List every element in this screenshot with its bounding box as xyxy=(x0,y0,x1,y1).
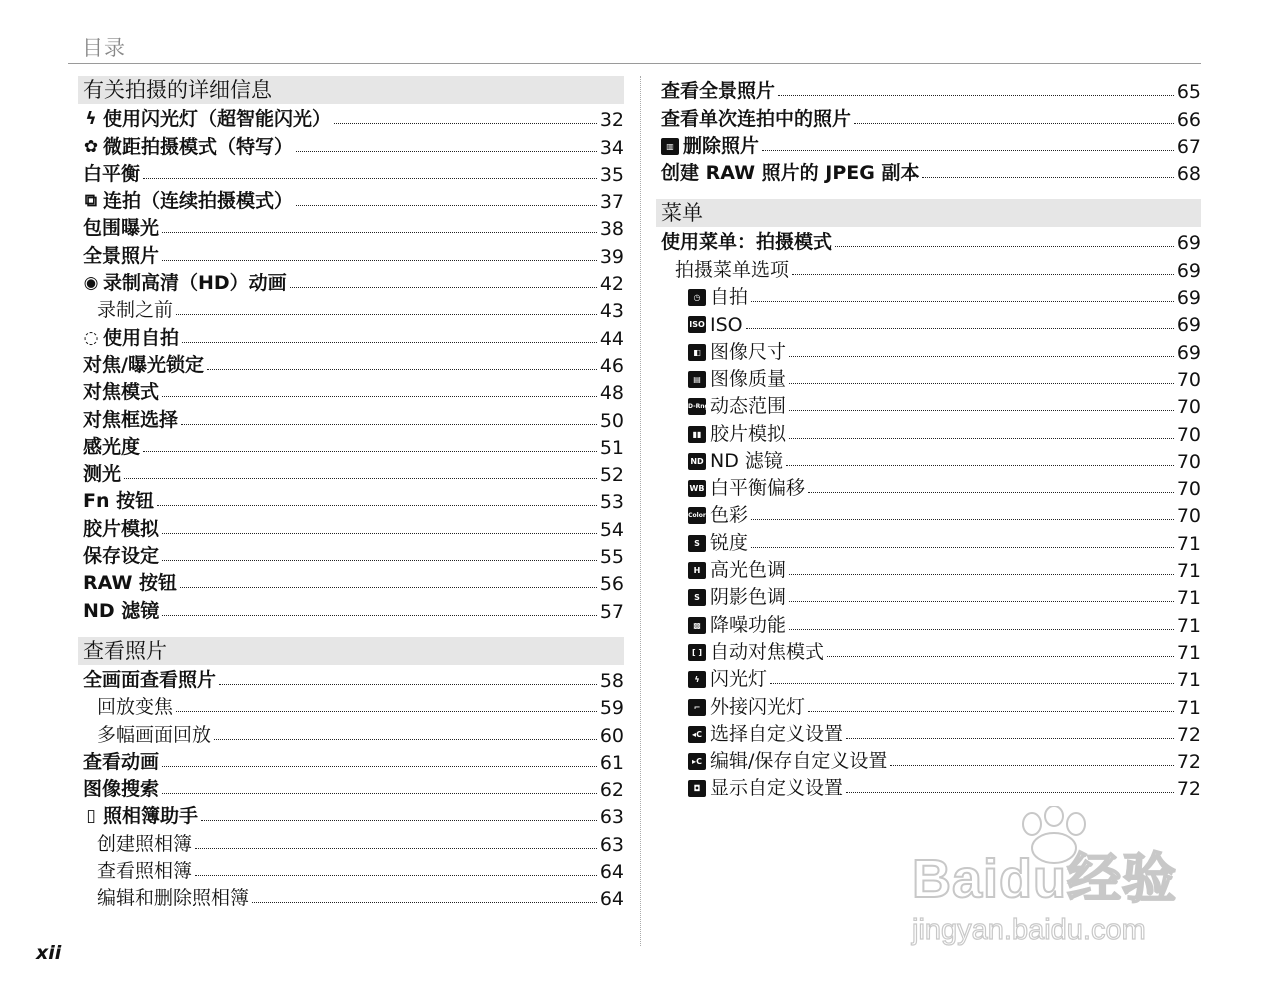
toc-entry-page: 72 xyxy=(1176,723,1201,746)
wb-shift-icon: WB xyxy=(688,480,706,497)
toc-entry[interactable] xyxy=(78,801,624,828)
toc-right-column xyxy=(656,76,1201,814)
dot-leader xyxy=(789,438,1174,439)
toc-entry[interactable] xyxy=(78,322,624,349)
dynamic-range-icon: D-Rng xyxy=(688,398,706,415)
toc-entry[interactable] xyxy=(656,254,1201,281)
dot-leader xyxy=(124,478,597,479)
toc-entry[interactable] xyxy=(78,692,624,719)
toc-entry[interactable] xyxy=(656,364,1201,391)
toc-entry-page: 71 xyxy=(1176,696,1201,719)
toc-entry-label: RAW 按钮 xyxy=(83,572,178,595)
dot-leader xyxy=(792,274,1174,275)
toc-entry[interactable] xyxy=(656,555,1201,582)
dot-leader xyxy=(201,820,597,821)
dot-leader xyxy=(789,629,1174,630)
toc-entry-page: 70 xyxy=(1176,396,1201,419)
dot-leader xyxy=(778,95,1174,96)
toc-entry[interactable] xyxy=(78,595,624,622)
toc-entry-label: 拍摄菜单选项 xyxy=(675,258,790,281)
toc-entry-label: 保存设定 xyxy=(83,545,160,568)
dot-leader xyxy=(789,383,1174,384)
toc-section xyxy=(656,76,1201,185)
album-icon: ▯ xyxy=(86,806,96,827)
dot-leader xyxy=(922,177,1173,178)
toc-entry-label: 创建 RAW 照片的 JPEG 副本 xyxy=(661,162,920,185)
toc-entry-page: 59 xyxy=(599,697,624,720)
toc-entry[interactable] xyxy=(656,691,1201,718)
toc-entry[interactable] xyxy=(78,432,624,459)
toc-entry[interactable] xyxy=(78,459,624,486)
toc-entry-page: 64 xyxy=(599,888,624,911)
dot-leader xyxy=(143,451,597,452)
toc-left-column xyxy=(78,76,624,924)
toc-entry[interactable] xyxy=(78,513,624,540)
dot-leader xyxy=(846,792,1174,793)
toc-entry[interactable] xyxy=(78,541,624,568)
toc-entry[interactable] xyxy=(656,637,1201,664)
toc-entry-page: 67 xyxy=(1176,135,1201,158)
toc-entry-page: 65 xyxy=(1176,81,1201,104)
toc-entry[interactable] xyxy=(78,665,624,692)
sharpness-icon: S xyxy=(688,535,706,552)
section-heading: 查看照片 xyxy=(78,637,624,665)
toc-entry-label: 胶片模拟 xyxy=(710,422,787,445)
toc-entry-page: 71 xyxy=(1176,587,1201,610)
dot-leader xyxy=(334,123,597,124)
dot-leader xyxy=(751,547,1174,548)
toc-entry[interactable] xyxy=(656,76,1201,103)
toc-entry-page: 71 xyxy=(1176,560,1201,583)
toc-entry[interactable] xyxy=(656,664,1201,691)
toc-entry-label: 选择自定义设置 xyxy=(710,722,844,745)
toc-entry[interactable] xyxy=(656,103,1201,130)
toc-entry-label: 查看动画 xyxy=(83,750,160,773)
edit-custom-icon: ▸C xyxy=(688,753,706,770)
delete-icon: ▥ xyxy=(661,138,679,155)
toc-entry[interactable] xyxy=(78,186,624,213)
dot-leader xyxy=(176,711,597,712)
toc-entry-page: 34 xyxy=(599,136,624,159)
toc-entry-page: 66 xyxy=(1176,108,1201,131)
toc-entry-label: 使用闪光灯（超智能闪光） xyxy=(103,108,332,131)
dot-leader xyxy=(751,519,1174,520)
watermark-brand: Baidu经验 xyxy=(912,849,1178,909)
toc-entry-label: 锐度 xyxy=(710,531,749,554)
toc-entry-page: 58 xyxy=(599,669,624,692)
film-simulation-icon: ▮▮ xyxy=(688,426,706,443)
toc-entry-label: 使用菜单：拍摄模式 xyxy=(661,231,833,254)
dot-leader xyxy=(181,424,597,425)
toc-entry-page: 52 xyxy=(599,464,624,487)
toc-entry[interactable] xyxy=(78,747,624,774)
dot-leader xyxy=(751,301,1174,302)
toc-entry-label: 动态范围 xyxy=(710,395,787,418)
dot-leader xyxy=(252,902,597,903)
toc-entry-label: 自拍 xyxy=(710,286,749,309)
toc-entry[interactable] xyxy=(656,473,1201,500)
dot-leader xyxy=(846,738,1174,739)
toc-entry[interactable] xyxy=(78,856,624,883)
dot-leader xyxy=(296,205,597,206)
toc-entry-page: 43 xyxy=(599,300,624,323)
toc-entry[interactable] xyxy=(78,377,624,404)
toc-entry-label: 查看单次连拍中的照片 xyxy=(661,107,852,130)
dot-leader xyxy=(835,246,1174,247)
toc-entry-label: 色彩 xyxy=(710,504,749,527)
dot-leader xyxy=(162,396,597,397)
toc-entry-label: 多幅画面回放 xyxy=(97,723,212,746)
toc-entry-label: 回放变焦 xyxy=(97,696,174,719)
dot-leader xyxy=(854,123,1174,124)
toc-entry-label: 测光 xyxy=(83,463,122,486)
toc-entry-page: 60 xyxy=(599,724,624,747)
toc-entry[interactable] xyxy=(656,609,1201,636)
dot-leader xyxy=(290,287,597,288)
toc-entry-label: 图像质量 xyxy=(710,367,787,390)
toc-entry-label: Fn 按钮 xyxy=(83,490,155,513)
toc-entry[interactable] xyxy=(656,391,1201,418)
external-flash-icon: ⌐ xyxy=(688,699,706,716)
toc-entry-label: 对焦模式 xyxy=(83,381,160,404)
self-timer-icon: ◷ xyxy=(688,289,706,306)
toc-entry-page: 70 xyxy=(1176,478,1201,501)
toc-entry-page: 53 xyxy=(599,491,624,514)
flash-icon: ϟ xyxy=(85,109,97,130)
toc-entry-page: 46 xyxy=(599,354,624,377)
toc-entry-page: 69 xyxy=(1176,232,1201,255)
toc-entry-page: 44 xyxy=(599,327,624,350)
dot-leader xyxy=(214,739,597,740)
toc-entry-page: 32 xyxy=(599,109,624,132)
toc-entry[interactable] xyxy=(656,131,1201,158)
toc-entry-label: 高光色调 xyxy=(710,559,787,582)
watermark-url: jingyan.baidu.com xyxy=(912,914,1146,946)
toc-entry-page: 72 xyxy=(1176,778,1201,801)
toc-entry-page: 55 xyxy=(599,546,624,569)
toc-entry[interactable] xyxy=(656,527,1201,554)
toc-entry-label: 删除照片 xyxy=(683,134,760,157)
toc-entry-label: 显示自定义设置 xyxy=(710,777,844,800)
dot-leader xyxy=(890,765,1173,766)
image-size-icon: ◧ xyxy=(688,344,706,361)
toc-entry-page: 71 xyxy=(1176,669,1201,692)
toc-entry-page: 35 xyxy=(599,163,624,186)
toc-entry-label: 感光度 xyxy=(83,435,141,458)
dot-leader xyxy=(176,314,597,315)
dot-leader xyxy=(296,151,597,152)
toc-entry[interactable] xyxy=(78,213,624,240)
toc-entry-page: 72 xyxy=(1176,751,1201,774)
select-custom-icon: ◂C xyxy=(688,726,706,743)
toc-entry-label: 录制之前 xyxy=(97,299,174,322)
dot-leader xyxy=(789,601,1174,602)
toc-entry-label: 连拍（连续拍摄模式） xyxy=(103,190,294,213)
toc-section xyxy=(78,637,624,911)
page-number: xii xyxy=(36,942,62,964)
column-divider xyxy=(640,76,641,946)
toc-entry-page: 56 xyxy=(599,573,624,596)
page-header-title: 目录 xyxy=(82,36,126,60)
toc-entry[interactable] xyxy=(78,268,624,295)
dot-leader xyxy=(808,492,1174,493)
toc-entry-page: 54 xyxy=(599,518,624,541)
toc-entry-label: 阴影色调 xyxy=(710,586,787,609)
toc-entry-label: 查看全景照片 xyxy=(661,80,776,103)
dot-leader xyxy=(195,875,597,876)
dot-leader xyxy=(770,683,1174,684)
dot-leader xyxy=(162,615,597,616)
toc-entry-page: 71 xyxy=(1176,532,1201,555)
dot-leader xyxy=(143,178,597,179)
toc-entry[interactable] xyxy=(656,418,1201,445)
toc-entry-page: 70 xyxy=(1176,423,1201,446)
toc-entry[interactable] xyxy=(78,774,624,801)
toc-entry[interactable] xyxy=(656,158,1201,185)
highlight-tone-icon: H xyxy=(688,562,706,579)
toc-entry[interactable] xyxy=(78,404,624,431)
toc-entry-label: 照相簿助手 xyxy=(103,805,199,828)
toc-entry[interactable] xyxy=(78,295,624,322)
toc-entry-page: 51 xyxy=(599,436,624,459)
toc-entry-page: 69 xyxy=(1176,314,1201,337)
dot-leader xyxy=(162,766,597,767)
toc-entry-label: ISO xyxy=(710,314,743,337)
toc-entry-label: ND 滤镜 xyxy=(83,599,160,622)
toc-entry-label: 使用自拍 xyxy=(103,326,180,349)
toc-entry[interactable] xyxy=(78,240,624,267)
toc-entry-label: 编辑/保存自定义设置 xyxy=(710,750,888,773)
display-custom-icon: ◘ xyxy=(688,780,706,797)
toc-entry-label: 白平衡偏移 xyxy=(710,477,806,500)
toc-entry[interactable] xyxy=(78,159,624,186)
toc-entry-label: 编辑和删除照相簿 xyxy=(97,887,250,910)
flash-icon: ϟ xyxy=(688,671,706,688)
dot-leader xyxy=(180,587,597,588)
toc-entry[interactable] xyxy=(78,719,624,746)
dot-leader xyxy=(789,356,1174,357)
image-quality-icon: ▤ xyxy=(688,371,706,388)
dot-leader xyxy=(157,505,597,506)
af-mode-icon: [ ] xyxy=(688,644,706,661)
toc-entry-page: 38 xyxy=(599,218,624,241)
toc-entry-page: 71 xyxy=(1176,641,1201,664)
toc-entry[interactable] xyxy=(78,828,624,855)
dot-leader xyxy=(746,328,1174,329)
toc-entry-label: 自动对焦模式 xyxy=(710,640,825,663)
toc-entry-label: 全景照片 xyxy=(83,244,160,267)
noise-reduction-icon: ▩ xyxy=(688,617,706,634)
toc-entry-page: 69 xyxy=(1176,287,1201,310)
toc-entry-label: 闪光灯 xyxy=(710,668,768,691)
header-rule xyxy=(68,63,1201,64)
dot-leader xyxy=(207,369,597,370)
toc-entry-page: 70 xyxy=(1176,505,1201,528)
toc-entry-label: 图像搜索 xyxy=(83,778,160,801)
dot-leader xyxy=(195,848,597,849)
dot-leader xyxy=(789,574,1174,575)
dot-leader xyxy=(162,560,597,561)
toc-entry[interactable] xyxy=(78,131,624,158)
toc-entry-page: 42 xyxy=(599,273,624,296)
toc-entry-label: 白平衡 xyxy=(83,162,141,185)
toc-entry[interactable] xyxy=(656,719,1201,746)
toc-entry[interactable] xyxy=(656,282,1201,309)
toc-section xyxy=(656,199,1201,800)
toc-entry-page: 69 xyxy=(1176,341,1201,364)
toc-entry-page: 64 xyxy=(599,861,624,884)
toc-entry[interactable] xyxy=(78,350,624,377)
dot-leader xyxy=(162,232,597,233)
toc-entry-page: 39 xyxy=(599,245,624,268)
self-timer-icon: ◌ xyxy=(83,327,99,348)
toc-entry-label: 外接闪光灯 xyxy=(710,695,806,718)
dot-leader xyxy=(162,793,597,794)
toc-entry-label: 胶片模拟 xyxy=(83,517,160,540)
toc-entry-label: 图像尺寸 xyxy=(710,340,787,363)
toc-entry-label: 全画面查看照片 xyxy=(83,668,217,691)
toc-entry-page: 69 xyxy=(1176,259,1201,282)
toc-entry[interactable] xyxy=(656,773,1201,800)
toc-entry-label: 对焦框选择 xyxy=(83,408,179,431)
toc-entry[interactable] xyxy=(656,500,1201,527)
toc-entry-page: 71 xyxy=(1176,614,1201,637)
toc-entry-page: 70 xyxy=(1176,368,1201,391)
dot-leader xyxy=(162,533,597,534)
movie-icon: ◉ xyxy=(83,273,99,294)
toc-entry-label: 创建照相簿 xyxy=(97,832,193,855)
dot-leader xyxy=(182,342,597,343)
toc-entry[interactable] xyxy=(78,883,624,910)
dot-leader xyxy=(789,410,1174,411)
toc-entry[interactable] xyxy=(78,104,624,131)
iso-icon: ISO xyxy=(688,316,706,333)
toc-entry-page: 50 xyxy=(599,409,624,432)
toc-entry-label: 微距拍摄模式（特写） xyxy=(103,135,294,158)
dot-leader xyxy=(762,150,1174,151)
toc-entry-page: 61 xyxy=(599,751,624,774)
toc-entry[interactable] xyxy=(656,582,1201,609)
section-heading: 有关拍摄的详细信息 xyxy=(78,76,624,104)
toc-entry-page: 68 xyxy=(1176,163,1201,186)
toc-entry[interactable] xyxy=(78,486,624,513)
toc-entry-page: 63 xyxy=(599,806,624,829)
toc-entry-label: 对焦/曝光锁定 xyxy=(83,353,204,376)
dot-leader xyxy=(786,465,1174,466)
color-icon: Color xyxy=(688,507,706,524)
toc-entry[interactable] xyxy=(656,336,1201,363)
continuous-icon: ⧉ xyxy=(84,191,98,212)
toc-entry-label: 包围曝光 xyxy=(83,217,160,240)
toc-entry-page: 70 xyxy=(1176,450,1201,473)
nd-filter-icon: ND xyxy=(688,453,706,470)
toc-entry-label: 降噪功能 xyxy=(710,613,787,636)
dot-leader xyxy=(219,684,597,685)
toc-entry-label: 录制高清（HD）动画 xyxy=(103,272,287,295)
shadow-tone-icon: S xyxy=(688,589,706,606)
toc-entry[interactable] xyxy=(656,746,1201,773)
toc-entry-label: 查看照相簿 xyxy=(97,860,193,883)
toc-entry[interactable] xyxy=(78,568,624,595)
toc-entry[interactable] xyxy=(656,446,1201,473)
toc-entry-page: 62 xyxy=(599,779,624,802)
dot-leader xyxy=(808,711,1174,712)
macro-icon: ✿ xyxy=(83,136,99,157)
dot-leader xyxy=(827,656,1174,657)
toc-entry-page: 57 xyxy=(599,600,624,623)
toc-entry-page: 37 xyxy=(599,191,624,214)
toc-entry-page: 63 xyxy=(599,833,624,856)
toc-entry[interactable] xyxy=(656,227,1201,254)
toc-entry-label: ND 滤镜 xyxy=(710,449,783,472)
toc-section xyxy=(78,76,624,623)
toc-entry-page: 48 xyxy=(599,382,624,405)
section-heading: 菜单 xyxy=(656,199,1201,227)
dot-leader xyxy=(162,260,597,261)
toc-entry[interactable] xyxy=(656,309,1201,336)
